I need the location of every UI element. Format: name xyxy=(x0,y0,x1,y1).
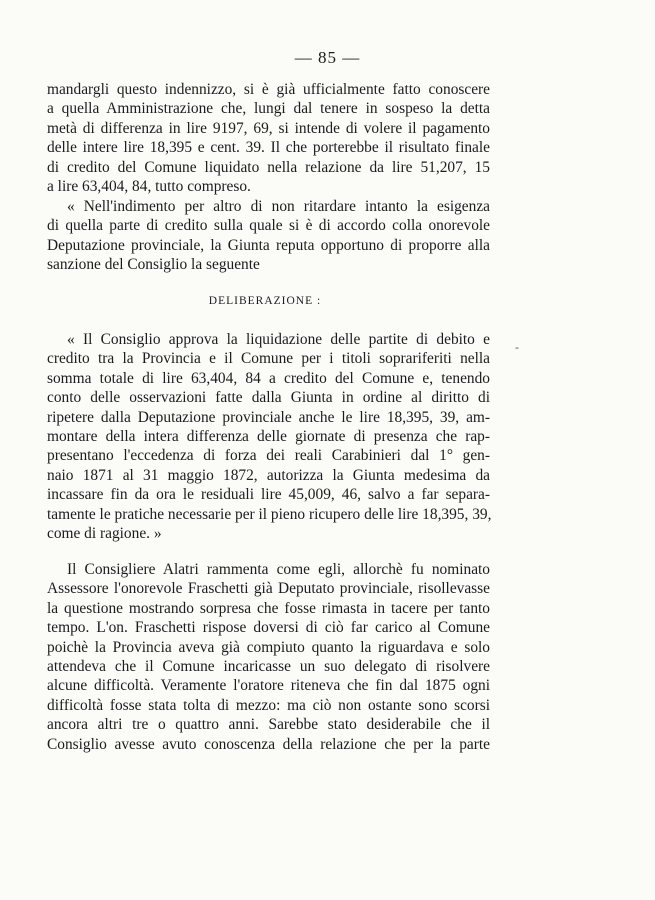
text-line: attendeva che il Comune incaricasse un suo delegato di risolvere xyxy=(47,658,490,676)
text-line: Il Consigliere Alatri rammenta come egli, allorchè fu nominato xyxy=(67,561,490,578)
margin-mark: - xyxy=(515,340,519,354)
text-line: Deputazione provinciale, la Giunta reputa opportuno di proporre alla xyxy=(47,236,490,254)
text-line: somma totale di lire 63,404, 84 a credito del Comune e, tenendo xyxy=(47,369,490,387)
text-line: la questione mostrando sorpresa che fosse rimasta in tacere per tanto xyxy=(47,599,490,617)
text-line: delle intere lire 18,395 e cent. 39. Il che porterebbe il risultato finale xyxy=(47,139,490,157)
text-line: montare della intera differenza delle giornate di presenza che rap- xyxy=(47,428,490,446)
text-line: difficoltà fosse stata tolta di mezzo: ma ciò non ostante sono scorsi xyxy=(47,696,490,714)
text-line: conto delle osservazioni fatte dalla Giunta in ordine al diritto di xyxy=(47,389,490,407)
text-line: ancora altri tre o quattro anni. Sarebbe stato desiderabile che il xyxy=(47,716,490,734)
text-line: ripetere dalla Deputazione provinciale anche le lire 18,395, 39, am- xyxy=(47,408,490,426)
text-line: poichè la Provincia aveva già compiuto quanto la riguardava e solo xyxy=(47,638,490,656)
text-line: tamente le pratiche necessarie per il pieno ricupero delle lire 18,395, 39, xyxy=(47,505,492,523)
text-line: « Nell'indimento per altro di non ritardare intanto la esigenza xyxy=(67,198,490,215)
text-line: metà di differenza in lire 9197, 69, si intende di volere il pagamento xyxy=(47,119,490,137)
text-line: presentano l'eccedenza di forza dei reali Carabinieri dal 1° gen- xyxy=(47,447,490,465)
text-line: mandargli questo indennizzo, si è già ufficialmente fatto conoscere xyxy=(47,81,490,98)
paragraph-proposal xyxy=(47,197,490,275)
text-line: « Il Consiglio approva la liquidazione delle partite di debito e xyxy=(67,331,490,348)
text-line: Assessore l'onorevole Fraschetti già Deputato provinciale, risollevasse xyxy=(47,580,490,598)
text-line: a lire 63,404, 84, tutto compreso. xyxy=(47,178,251,196)
text-line: naio 1871 al 31 maggio 1872, autorizza la Giunta medesima da xyxy=(47,466,490,484)
paragraph-continuation xyxy=(47,80,490,196)
text-line: a quella Amministrazione che, lungi dal tenere in sospeso la detta xyxy=(47,100,490,118)
text-line: tempo. L'on. Fraschetti rispose doversi di ciò far carico al Comune xyxy=(47,619,490,637)
text-line: di credito del Comune liquidato nella relazione da lire 51,207, 15 xyxy=(47,158,490,176)
text-line: incassare fin da ora le residuali lire 45,009, 46, salvo a far separa- xyxy=(47,486,490,504)
paragraph-deliberation xyxy=(47,330,490,543)
page-number: — 85 — xyxy=(294,48,361,67)
section-heading: DELIBERAZIONE : xyxy=(208,295,322,307)
text-line: alcune difficoltà. Veramente l'oratore riteneva che fin dal 1875 ogni xyxy=(47,677,490,695)
text-line: come di ragione. » xyxy=(47,525,162,543)
text-line: di quella parte di credito sulla quale si è di accordo colla onorevole xyxy=(47,217,490,235)
paragraph-alatri xyxy=(47,560,490,754)
text-line: credito tra la Provincia e il Comune per i titoli soprariferiti nella xyxy=(47,350,490,368)
text-line: Consiglio avesse avuto conoscenza della relazione che per la parte xyxy=(47,735,490,753)
text-line: sanzione del Consiglio la seguente xyxy=(47,256,260,274)
